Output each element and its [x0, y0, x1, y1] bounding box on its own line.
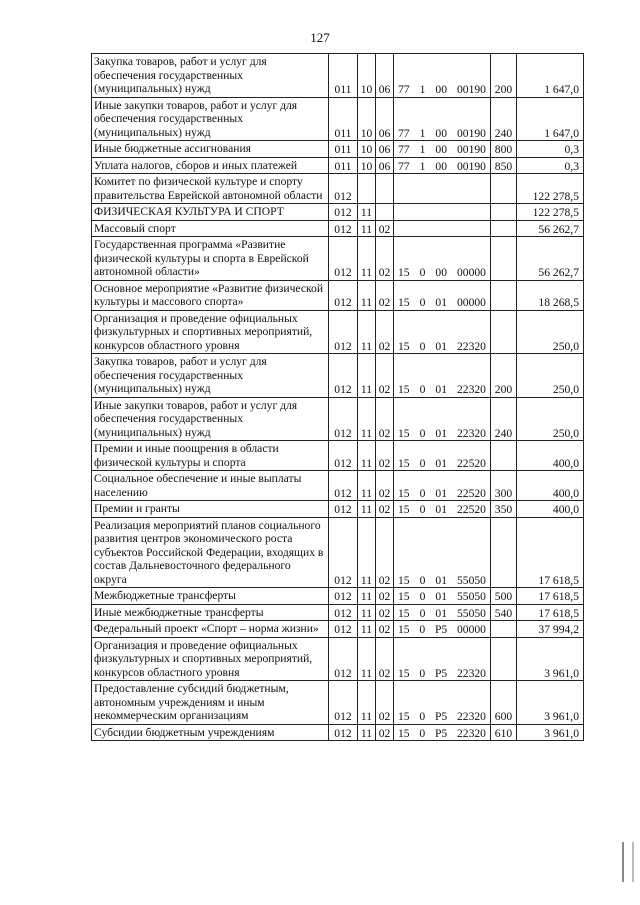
row-name: Закупка товаров, работ и услуг для обеспечения государственных (муниципальных) нужд: [92, 54, 329, 98]
row-name: Основное мероприятие «Развитие физической культуры и массового спорта»: [92, 280, 329, 310]
target-article-parts: [396, 727, 488, 741]
section-code: 11: [358, 441, 376, 471]
amount: 400,0: [517, 501, 584, 518]
table-row: [92, 354, 584, 398]
target-article-parts: [396, 127, 488, 141]
target-article-part: 0: [419, 710, 426, 723]
amount: 18 268,5: [517, 280, 584, 310]
row-name: Уплата налогов, сборов и иных платежей: [92, 157, 329, 174]
target-article-part: P5: [434, 726, 448, 740]
target-article-part: 15: [398, 710, 410, 723]
target-article-code: [394, 54, 491, 98]
target-article-code: [394, 501, 491, 518]
section-code: 11: [358, 280, 376, 310]
subsection-code: 02: [376, 621, 394, 638]
expense-type-code: [491, 621, 517, 638]
amount: 3 961,0: [517, 637, 584, 681]
target-article-part: 55050: [456, 590, 486, 603]
target-article-code: [394, 604, 491, 621]
target-article-part: 77: [398, 126, 410, 140]
row-name: Субсидии бюджетным учреждениям: [92, 724, 329, 741]
subsection-code: 02: [376, 237, 394, 281]
section-code: 10: [358, 141, 376, 158]
table-row: [92, 588, 584, 605]
row-name: Комитет по физической культуре и спорту правительства Еврейской автономной области: [92, 174, 329, 204]
expense-type-code: [491, 517, 517, 588]
table-row: [92, 471, 584, 501]
amount: 250,0: [517, 397, 584, 441]
target-article-parts: [396, 296, 488, 310]
target-article-part: 0: [419, 573, 426, 587]
target-article-code: [394, 141, 491, 158]
grbs-code: 011: [329, 97, 358, 141]
section-code: 11: [358, 220, 376, 237]
target-article-part: 0: [419, 666, 426, 680]
target-article-part: 15: [398, 666, 410, 680]
subsection-code: [376, 204, 394, 221]
subsection-code: 06: [376, 141, 394, 158]
amount: 122 278,5: [517, 204, 584, 221]
target-article-part: 0: [419, 266, 426, 279]
amount: 56 262,7: [517, 237, 584, 281]
row-name: Иные закупки товаров, работ и услуг для обеспечения государственных (муниципальных) нужд: [92, 397, 329, 441]
target-article-part: 01: [435, 296, 447, 309]
expense-type-code: 240: [491, 397, 517, 441]
target-article-part: 22520: [456, 503, 486, 516]
target-article-part: 15: [398, 606, 410, 620]
expense-type-code: 540: [491, 604, 517, 621]
grbs-code: 012: [329, 441, 358, 471]
target-article-part: 1: [419, 159, 426, 173]
target-article-code: [394, 354, 491, 398]
row-name: Государственная программа «Развитие физической культуры и спорта в Еврейской автономной области»: [92, 237, 329, 281]
target-article-code: [394, 157, 491, 174]
table-row: [92, 501, 584, 518]
grbs-code: 012: [329, 604, 358, 621]
grbs-code: 012: [329, 220, 358, 237]
target-article-part: 1: [419, 143, 426, 156]
subsection-code: 02: [376, 441, 394, 471]
row-name: Премии и гранты: [92, 501, 329, 518]
row-name: Иные бюджетные ассигнования: [92, 141, 329, 158]
target-article-parts: [396, 383, 488, 397]
expense-type-code: 850: [491, 157, 517, 174]
target-article-part: 22520: [456, 486, 486, 500]
grbs-code: 012: [329, 501, 358, 518]
expense-type-code: 300: [491, 471, 517, 501]
subsection-code: 02: [376, 517, 394, 588]
target-article-code: [394, 174, 491, 204]
grbs-code: 012: [329, 681, 358, 725]
amount: 56 262,7: [517, 220, 584, 237]
expense-type-code: 240: [491, 97, 517, 141]
grbs-code: 012: [329, 724, 358, 741]
target-article-part: 00: [435, 143, 447, 156]
expense-type-code: [491, 441, 517, 471]
target-article-part: 01: [435, 383, 447, 396]
row-name: Социальное обеспечение и иные выплаты населению: [92, 471, 329, 501]
target-article-part: 15: [398, 296, 410, 309]
subsection-code: 02: [376, 471, 394, 501]
section-code: 11: [358, 310, 376, 354]
target-article-part: 0: [419, 726, 426, 740]
row-name: Закупка товаров, работ и услуг для обеспечения государственных (муниципальных) нужд: [92, 354, 329, 398]
table-row: [92, 220, 584, 237]
target-article-part: 01: [435, 573, 447, 587]
table-row: [92, 204, 584, 221]
table-row: [92, 141, 584, 158]
subsection-code: 02: [376, 310, 394, 354]
section-code: 11: [358, 724, 376, 741]
target-article-code: [394, 471, 491, 501]
section-code: 11: [358, 501, 376, 518]
target-article-code: [394, 97, 491, 141]
subsection-code: 02: [376, 604, 394, 621]
section-code: 11: [358, 354, 376, 398]
target-article-part: 00190: [456, 126, 486, 140]
section-code: [358, 174, 376, 204]
subsection-code: 02: [376, 397, 394, 441]
target-article-part: 22320: [456, 726, 486, 740]
table-row: [92, 97, 584, 141]
target-article-part: 77: [398, 83, 410, 96]
target-article-part: 15: [398, 266, 410, 279]
target-article-part: 22320: [456, 383, 486, 396]
table-row: [92, 441, 584, 471]
grbs-code: 012: [329, 637, 358, 681]
row-name: Массовый спорт: [92, 220, 329, 237]
subsection-code: 02: [376, 681, 394, 725]
target-article-parts: [396, 667, 488, 681]
target-article-parts: [396, 427, 488, 441]
section-code: 10: [358, 54, 376, 98]
grbs-code: 012: [329, 237, 358, 281]
target-article-part: P5: [434, 623, 448, 636]
target-article-parts: [396, 143, 488, 157]
row-name: Реализация мероприятий планов социального развития центров экономического роста субъектов Российской Федерации, входящих в состав Дальневосточного федерального округа: [92, 517, 329, 588]
amount: 17 618,5: [517, 517, 584, 588]
grbs-code: 012: [329, 621, 358, 638]
target-article-part: 22520: [456, 456, 486, 470]
row-name: Иные межбюджетные трансферты: [92, 604, 329, 621]
grbs-code: 012: [329, 397, 358, 441]
page-number: 127: [310, 30, 330, 45]
target-article-part: 15: [398, 383, 410, 396]
subsection-code: [376, 174, 394, 204]
amount: 1 647,0: [517, 54, 584, 98]
expense-type-code: 500: [491, 588, 517, 605]
target-article-part: 15: [398, 573, 410, 587]
target-article-code: [394, 220, 491, 237]
target-article-part: 15: [398, 726, 410, 740]
subsection-code: 06: [376, 97, 394, 141]
table-row: [92, 54, 584, 98]
expense-type-code: 200: [491, 354, 517, 398]
table-row: [92, 681, 584, 725]
target-article-parts: [396, 160, 488, 174]
target-article-part: P5: [434, 710, 448, 723]
target-article-parts: [396, 83, 488, 97]
target-article-parts: [396, 623, 488, 637]
target-article-part: 00190: [456, 83, 486, 96]
target-article-code: [394, 724, 491, 741]
table-row: [92, 724, 584, 741]
subsection-code: 02: [376, 280, 394, 310]
table-row: [92, 237, 584, 281]
expense-type-code: 610: [491, 724, 517, 741]
section-code: 11: [358, 681, 376, 725]
target-article-part: 00000: [456, 266, 486, 279]
section-code: 11: [358, 621, 376, 638]
target-article-part: 15: [398, 456, 410, 470]
grbs-code: 012: [329, 174, 358, 204]
target-article-part: 00190: [456, 159, 486, 173]
section-code: 11: [358, 237, 376, 281]
target-article-part: 15: [398, 590, 410, 603]
target-article-part: 22320: [456, 339, 486, 353]
subsection-code: 02: [376, 501, 394, 518]
target-article-parts: [396, 457, 488, 471]
amount: 122 278,5: [517, 174, 584, 204]
target-article-code: [394, 621, 491, 638]
row-name: Федеральный проект «Спорт – норма жизни»: [92, 621, 329, 638]
grbs-code: 012: [329, 354, 358, 398]
target-article-part: 15: [398, 503, 410, 516]
budget-table: [91, 53, 584, 741]
target-article-part: 00190: [456, 143, 486, 156]
target-article-part: 01: [435, 606, 447, 620]
target-article-part: 01: [435, 426, 447, 440]
target-article-parts: [396, 487, 488, 501]
target-article-part: 00: [435, 83, 447, 96]
target-article-part: 01: [435, 590, 447, 603]
row-name: Предоставление субсидий бюджетным, автономным учреждениям и иным некоммерческим организациям: [92, 681, 329, 725]
expense-type-code: [491, 237, 517, 281]
section-code: 11: [358, 517, 376, 588]
target-article-part: P5: [434, 666, 448, 680]
table-row: [92, 517, 584, 588]
grbs-code: 011: [329, 157, 358, 174]
target-article-part: 00000: [456, 623, 486, 636]
target-article-code: [394, 588, 491, 605]
subsection-code: 02: [376, 637, 394, 681]
amount: 250,0: [517, 310, 584, 354]
target-article-part: 15: [398, 339, 410, 353]
table-row: [92, 604, 584, 621]
target-article-part: 0: [419, 606, 426, 620]
amount: 37 994,2: [517, 621, 584, 638]
scan-edge-mark: [622, 842, 634, 882]
target-article-part: 0: [419, 426, 426, 440]
target-article-code: [394, 310, 491, 354]
target-article-part: 0: [419, 503, 426, 516]
target-article-code: [394, 397, 491, 441]
expense-type-code: [491, 220, 517, 237]
target-article-part: 15: [398, 486, 410, 500]
expense-type-code: 600: [491, 681, 517, 725]
target-article-code: [394, 441, 491, 471]
table-row: [92, 621, 584, 638]
target-article-parts: [396, 590, 488, 604]
section-code: 11: [358, 204, 376, 221]
expense-type-code: [491, 174, 517, 204]
target-article-part: 01: [435, 486, 447, 500]
target-article-parts: [396, 266, 488, 280]
target-article-part: 1: [419, 126, 426, 140]
table-row: [92, 174, 584, 204]
subsection-code: 02: [376, 588, 394, 605]
row-name: Организация и проведение официальных физкультурных и спортивных мероприятий, конкурсов областного уровня: [92, 637, 329, 681]
target-article-parts: [396, 503, 488, 517]
table-row: [92, 157, 584, 174]
target-article-part: 77: [398, 143, 410, 156]
target-article-parts: [396, 607, 488, 621]
expense-type-code: 200: [491, 54, 517, 98]
target-article-code: [394, 280, 491, 310]
amount: 400,0: [517, 441, 584, 471]
row-name: ФИЗИЧЕСКАЯ КУЛЬТУРА И СПОРТ: [92, 204, 329, 221]
target-article-part: 00: [435, 126, 447, 140]
expense-type-code: 800: [491, 141, 517, 158]
amount: 17 618,5: [517, 604, 584, 621]
target-article-part: 0: [419, 590, 426, 603]
row-name: Иные закупки товаров, работ и услуг для обеспечения государственных (муниципальных) нужд: [92, 97, 329, 141]
subsection-code: 06: [376, 54, 394, 98]
target-article-part: 0: [419, 296, 426, 309]
target-article-code: [394, 681, 491, 725]
subsection-code: 02: [376, 354, 394, 398]
target-article-part: 01: [435, 503, 447, 516]
target-article-part: 01: [435, 456, 447, 470]
grbs-code: 012: [329, 588, 358, 605]
grbs-code: 012: [329, 517, 358, 588]
target-article-code: [394, 204, 491, 221]
target-article-part: 1: [419, 83, 426, 96]
subsection-code: 02: [376, 220, 394, 237]
amount: 0,3: [517, 157, 584, 174]
target-article-part: 55050: [456, 606, 486, 620]
target-article-part: 77: [398, 159, 410, 173]
expense-type-code: [491, 637, 517, 681]
target-article-part: 00000: [456, 296, 486, 309]
row-name: Организация и проведение официальных физкультурных и спортивных мероприятий, конкурсов областного уровня: [92, 310, 329, 354]
target-article-parts: [396, 340, 488, 354]
expense-type-code: [491, 310, 517, 354]
table-row: [92, 310, 584, 354]
section-code: 11: [358, 471, 376, 501]
amount: 400,0: [517, 471, 584, 501]
amount: 3 961,0: [517, 724, 584, 741]
amount: 1 647,0: [517, 97, 584, 141]
target-article-part: 0: [419, 339, 426, 353]
section-code: 11: [358, 637, 376, 681]
grbs-code: 011: [329, 141, 358, 158]
target-article-code: [394, 237, 491, 281]
amount: 0,3: [517, 141, 584, 158]
target-article-part: 22320: [456, 666, 486, 680]
target-article-part: 00: [435, 266, 447, 279]
grbs-code: 012: [329, 280, 358, 310]
section-code: 11: [358, 604, 376, 621]
amount: 3 961,0: [517, 681, 584, 725]
target-article-part: 55050: [456, 573, 486, 587]
grbs-code: 012: [329, 310, 358, 354]
expense-type-code: [491, 204, 517, 221]
target-article-part: 15: [398, 426, 410, 440]
target-article-part: 0: [419, 456, 426, 470]
section-code: 11: [358, 397, 376, 441]
grbs-code: 012: [329, 204, 358, 221]
subsection-code: 06: [376, 157, 394, 174]
table-row: [92, 397, 584, 441]
target-article-part: 01: [435, 339, 447, 353]
target-article-part: 00: [435, 159, 447, 173]
section-code: 10: [358, 157, 376, 174]
target-article-parts: [396, 710, 488, 724]
target-article-parts: [396, 574, 488, 588]
grbs-code: 012: [329, 471, 358, 501]
target-article-part: 15: [398, 623, 410, 636]
target-article-part: 0: [419, 486, 426, 500]
target-article-code: [394, 517, 491, 588]
target-article-part: 22320: [456, 710, 486, 723]
expense-type-code: [491, 280, 517, 310]
expense-type-code: 350: [491, 501, 517, 518]
amount: 17 618,5: [517, 588, 584, 605]
section-code: 11: [358, 588, 376, 605]
target-article-part: 22320: [456, 426, 486, 440]
grbs-code: 011: [329, 54, 358, 98]
row-name: Межбюджетные трансферты: [92, 588, 329, 605]
target-article-code: [394, 637, 491, 681]
subsection-code: 02: [376, 724, 394, 741]
table-row: [92, 280, 584, 310]
section-code: 10: [358, 97, 376, 141]
target-article-part: 0: [419, 623, 426, 636]
amount: 250,0: [517, 354, 584, 398]
target-article-part: 0: [419, 383, 426, 396]
row-name: Премии и иные поощрения в области физической культуры и спорта: [92, 441, 329, 471]
table-row: [92, 637, 584, 681]
